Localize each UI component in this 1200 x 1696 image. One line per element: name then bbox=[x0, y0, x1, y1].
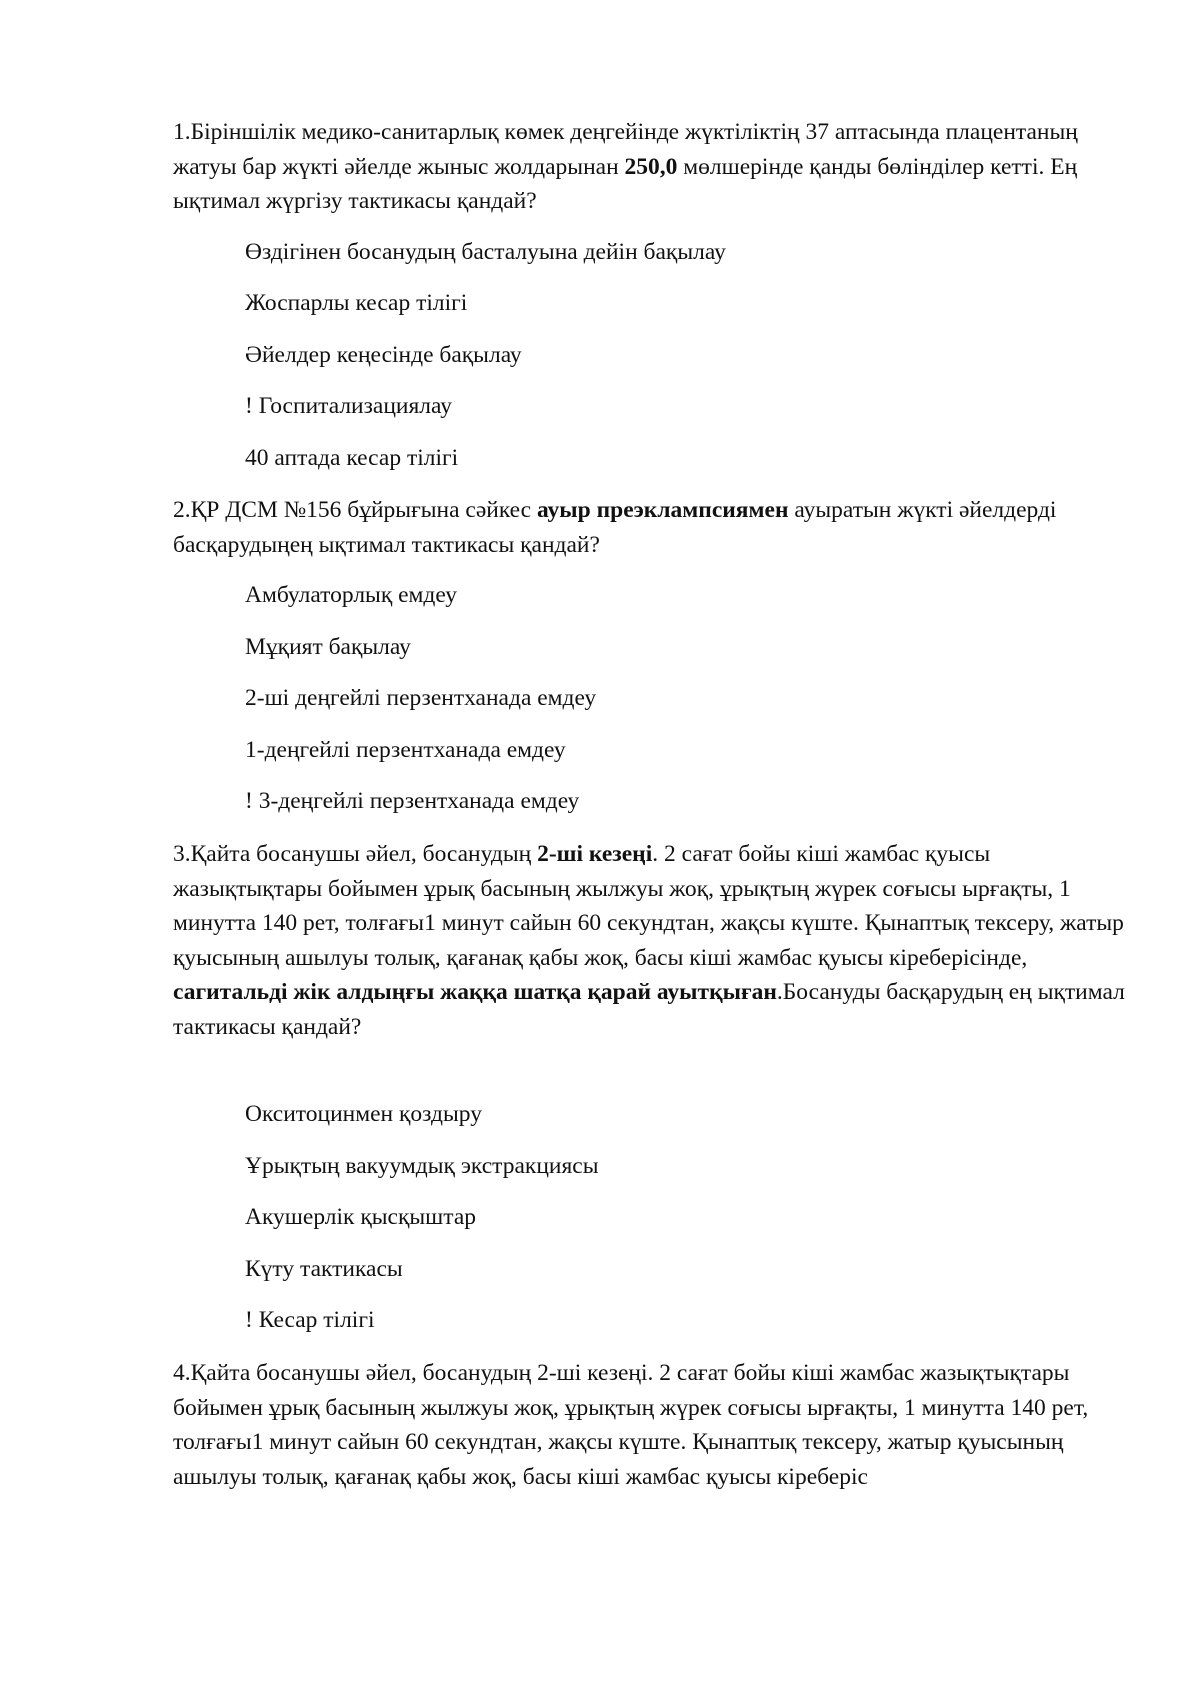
question-2-option-1: Амбулаторлық емдеу bbox=[245, 582, 457, 608]
question-3-option-3: Акушерлік қысқыштар bbox=[245, 1204, 476, 1230]
question-2-option-3: 2-ші деңгейлі перзентханада емдеу bbox=[245, 685, 597, 711]
question-1-option-4: ! Госпитализациялау bbox=[245, 393, 453, 419]
question-1-option-2: Жоспарлы кесар тілігі bbox=[245, 290, 468, 316]
question-1-option-5: 40 аптада кесар тілігі bbox=[245, 445, 459, 471]
question-3-option-1: Окситоцинмен қоздыру bbox=[245, 1101, 482, 1127]
question-3-option-4: Күту тактикасы bbox=[245, 1256, 403, 1282]
question-2-option-2: Мұқият бақылау bbox=[245, 634, 411, 660]
question-1-option-1: Өздігінен босанудың басталуына дейін бақылау bbox=[245, 239, 726, 265]
question-2-option-4: 1-деңгейлі перзентханада емдеу bbox=[245, 737, 566, 763]
question-4-text: 4.Қайта босанушы әйел, босанудың 2-ші кезеңі. 2 сағат бойы кіші жамбас жазықтықтары бойымен ұрық басының жылжуы жоқ, ұрықтың жүрек соғысы ырғақты, 1 минутта 140 рет, толғағы1 минут сайын 60 секундтан, жақсы күште. Қынаптық тексеру, жатыр қуысының ашылуы толық, қағанақ қабы жоқ, басы кіші жамбас қуысы кіреберіс bbox=[173, 1360, 1089, 1490]
question-3-option-5: ! Кесар тілігі bbox=[245, 1307, 375, 1333]
question-2-text: 2.ҚР ДСМ №156 бұйрығына сәйкес ауыр преэклампсиямен ауыратын жүкті әйелдерді басқарудыңең ықтимал тактикасы қандай? bbox=[173, 497, 1057, 558]
question-2-option-5: ! 3-деңгейлі перзентханада емдеу bbox=[245, 788, 580, 814]
question-1-text: 1.Біріншілік медико-санитарлық көмек деңгейінде жүктіліктің 37 аптасында плацентаның жатуы бар жүкті әйелде жыныс жолдарынан 250,0 мөлшерінде қанды бөлінділер кетті. Ең ықтимал жүргізу тактикасы қандай? bbox=[173, 119, 1078, 214]
question-3-text: 3.Қайта босанушы әйел, босанудың 2-ші кезеңі. 2 сағат бойы кіші жамбас қуысы жазықтықтары бойымен ұрық басының жылжуы жоқ, ұрықтың жүрек соғысы ырғақты, 1 минутта 140 рет, толғағы1 минут сайын 60 секундтан, жақсы күште. Қынаптық тексеру, жатыр қуысының ашылуы толық, қағанақ қабы жоқ, басы кіші жамбас қуысы кіреберісінде, сагитальді жік алдыңғы жаққа шатқа қарай ауытқыған.Босануды басқарудың ең ықтимал тактикасы қандай? bbox=[173, 841, 1125, 1040]
question-1-option-3: Әйелдер кеңесінде бақылау bbox=[245, 342, 522, 368]
question-3-option-2: Ұрықтың вакуумдық экстракциясы bbox=[245, 1153, 599, 1179]
